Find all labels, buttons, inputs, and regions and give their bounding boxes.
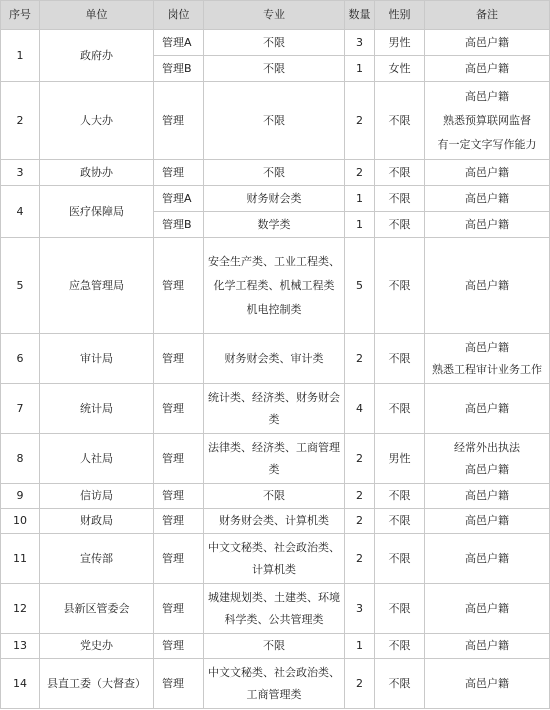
row-count: 2 — [345, 434, 375, 484]
row-position: 管理 — [154, 434, 204, 484]
row-gender: 男性 — [375, 434, 425, 484]
header-position: 岗位 — [154, 1, 204, 30]
row-unit: 人大办 — [40, 82, 154, 160]
note-line: 高邑户籍 — [465, 35, 509, 49]
row-position: 管理 — [154, 484, 204, 509]
row-gender: 不限 — [375, 509, 425, 534]
row-count: 2 — [345, 82, 375, 160]
header-note: 备注 — [425, 1, 550, 30]
row-gender: 女性 — [375, 56, 425, 82]
row-position: 管理A — [154, 186, 204, 212]
row-note — [425, 634, 550, 659]
row-major — [204, 384, 345, 434]
row-count: 2 — [345, 160, 375, 186]
major-line: 机电控制类 — [246, 302, 302, 316]
row-note — [425, 484, 550, 509]
row-note — [425, 56, 550, 82]
row-note — [425, 434, 550, 484]
note-line: 高邑户籍 — [465, 601, 509, 615]
row-major — [204, 238, 345, 334]
note-line: 高邑户籍 — [465, 165, 509, 179]
table-row — [1, 534, 550, 584]
row-position: 管理 — [154, 509, 204, 534]
row-note — [425, 30, 550, 56]
row-count: 2 — [345, 484, 375, 509]
row-position: 管理 — [154, 82, 204, 160]
row-major — [204, 534, 345, 584]
major-line: 财务财会类 — [246, 191, 302, 205]
table-row — [1, 334, 550, 384]
header-unit: 单位 — [40, 1, 154, 30]
row-num: 1 — [1, 30, 40, 82]
row-gender: 不限 — [375, 238, 425, 334]
header-num: 序号 — [1, 1, 40, 30]
row-num: 4 — [1, 186, 40, 238]
row-count: 2 — [345, 509, 375, 534]
table-row — [1, 238, 550, 334]
row-major — [204, 484, 345, 509]
row-unit: 信访局 — [40, 484, 154, 509]
row-count: 2 — [345, 534, 375, 584]
note-line: 高邑户籍 — [465, 217, 509, 231]
row-major — [204, 56, 345, 82]
major-line: 中文文秘类、社会政治类、 — [208, 665, 340, 679]
note-line: 高邑户籍 — [465, 514, 509, 527]
major-line: 不限 — [263, 61, 285, 75]
row-major — [204, 584, 345, 634]
table-row — [1, 82, 550, 160]
major-line: 类 — [268, 412, 280, 426]
header-gender: 性别 — [375, 1, 425, 30]
row-position: 管理B — [154, 56, 204, 82]
major-line: 工商管理类 — [246, 687, 302, 701]
row-count: 1 — [345, 634, 375, 659]
note-line: 高邑户籍 — [465, 676, 509, 690]
table-row — [1, 509, 550, 534]
note-line: 经常外出执法 — [454, 440, 520, 454]
row-position: 管理 — [154, 334, 204, 384]
table-row — [1, 484, 550, 509]
row-gender: 男性 — [375, 30, 425, 56]
row-num: 6 — [1, 334, 40, 384]
row-unit: 统计局 — [40, 384, 154, 434]
row-unit: 政府办 — [40, 30, 154, 82]
table-row — [1, 434, 550, 484]
row-num: 13 — [1, 634, 40, 659]
row-gender: 不限 — [375, 334, 425, 384]
note-line: 有一定文字写作能力 — [437, 137, 537, 151]
row-major — [204, 160, 345, 186]
table-row — [1, 634, 550, 659]
major-line: 计算机类 — [252, 562, 296, 576]
row-num: 11 — [1, 534, 40, 584]
row-gender: 不限 — [375, 484, 425, 509]
major-line: 科学类、公共管理类 — [224, 612, 324, 626]
row-position: 管理 — [154, 384, 204, 434]
row-gender: 不限 — [375, 659, 425, 709]
row-major — [204, 186, 345, 212]
row-num: 9 — [1, 484, 40, 509]
major-line: 不限 — [263, 489, 285, 502]
row-unit: 县新区管委会 — [40, 584, 154, 634]
row-count: 1 — [345, 56, 375, 82]
row-major — [204, 82, 345, 160]
note-line: 高邑户籍 — [465, 340, 509, 354]
major-line: 数学类 — [257, 217, 291, 231]
row-note — [425, 160, 550, 186]
major-line: 统计类、经济类、财务财会 — [208, 390, 340, 404]
row-position: 管理 — [154, 584, 204, 634]
row-major — [204, 434, 345, 484]
row-major — [204, 334, 345, 384]
row-count: 3 — [345, 30, 375, 56]
row-num: 7 — [1, 384, 40, 434]
major-line: 不限 — [263, 165, 285, 179]
row-gender: 不限 — [375, 160, 425, 186]
major-line: 城建规划类、土建类、环境 — [208, 590, 340, 604]
row-gender: 不限 — [375, 186, 425, 212]
major-line: 财务财会类、计算机类 — [219, 514, 329, 527]
note-line: 高邑户籍 — [465, 551, 509, 565]
row-position: 管理 — [154, 534, 204, 584]
note-line: 高邑户籍 — [465, 61, 509, 75]
major-line: 安全生产类、工业工程类、 — [208, 254, 340, 268]
row-note — [425, 584, 550, 634]
row-position: 管理A — [154, 30, 204, 56]
row-position: 管理 — [154, 659, 204, 709]
row-unit: 宣传部 — [40, 534, 154, 584]
row-unit: 医疗保障局 — [40, 186, 154, 238]
row-gender: 不限 — [375, 634, 425, 659]
major-line: 不限 — [263, 113, 285, 127]
row-unit: 审计局 — [40, 334, 154, 384]
row-num: 12 — [1, 584, 40, 634]
table-row — [1, 186, 550, 212]
table-header-row — [1, 1, 550, 30]
row-count: 3 — [345, 584, 375, 634]
row-count: 2 — [345, 659, 375, 709]
major-line: 财务财会类、审计类 — [224, 351, 324, 365]
row-unit: 政协办 — [40, 160, 154, 186]
note-line: 高邑户籍 — [465, 89, 509, 103]
row-gender: 不限 — [375, 82, 425, 160]
row-note — [425, 334, 550, 384]
major-line: 化学工程类、机械工程类 — [213, 278, 335, 292]
row-num: 14 — [1, 659, 40, 709]
row-note — [425, 82, 550, 160]
row-unit: 县直工委（大督查） — [40, 659, 154, 709]
note-line: 高邑户籍 — [465, 278, 509, 292]
row-num: 2 — [1, 82, 40, 160]
row-unit: 人社局 — [40, 434, 154, 484]
row-count: 4 — [345, 384, 375, 434]
table-row — [1, 160, 550, 186]
table-row — [1, 384, 550, 434]
header-major: 专业 — [204, 1, 345, 30]
header-count: 数量 — [345, 1, 375, 30]
row-count: 1 — [345, 212, 375, 238]
row-position: 管理 — [154, 634, 204, 659]
row-note — [425, 509, 550, 534]
row-major — [204, 212, 345, 238]
row-position: 管理B — [154, 212, 204, 238]
row-num: 10 — [1, 509, 40, 534]
row-count: 1 — [345, 186, 375, 212]
note-line: 高邑户籍 — [465, 401, 509, 415]
row-unit: 财政局 — [40, 509, 154, 534]
row-gender: 不限 — [375, 212, 425, 238]
row-count: 2 — [345, 334, 375, 384]
row-num: 8 — [1, 434, 40, 484]
table-row — [1, 584, 550, 634]
row-note — [425, 384, 550, 434]
row-major — [204, 509, 345, 534]
row-num: 3 — [1, 160, 40, 186]
major-line: 法律类、经济类、工商管理 — [208, 440, 340, 454]
note-line: 高邑户籍 — [465, 489, 509, 502]
row-gender: 不限 — [375, 384, 425, 434]
row-major — [204, 30, 345, 56]
note-line: 高邑户籍 — [465, 191, 509, 205]
note-line: 熟悉预算联网监督 — [443, 113, 531, 127]
table-row — [1, 659, 550, 709]
row-count: 5 — [345, 238, 375, 334]
note-line: 熟悉工程审计业务工作 — [432, 362, 542, 376]
major-line: 不限 — [263, 35, 285, 49]
row-note — [425, 238, 550, 334]
major-line: 中文文秘类、社会政治类、 — [208, 540, 340, 554]
row-num: 5 — [1, 238, 40, 334]
row-gender: 不限 — [375, 534, 425, 584]
row-note — [425, 212, 550, 238]
row-major — [204, 659, 345, 709]
row-note — [425, 659, 550, 709]
row-unit: 应急管理局 — [40, 238, 154, 334]
row-major — [204, 634, 345, 659]
table-row — [1, 30, 550, 56]
major-line: 类 — [268, 462, 280, 476]
major-line: 不限 — [263, 639, 285, 652]
row-position: 管理 — [154, 160, 204, 186]
row-unit: 党史办 — [40, 634, 154, 659]
row-note — [425, 534, 550, 584]
row-position: 管理 — [154, 238, 204, 334]
row-gender: 不限 — [375, 584, 425, 634]
note-line: 高邑户籍 — [465, 639, 509, 652]
note-line: 高邑户籍 — [465, 462, 509, 476]
row-note — [425, 186, 550, 212]
